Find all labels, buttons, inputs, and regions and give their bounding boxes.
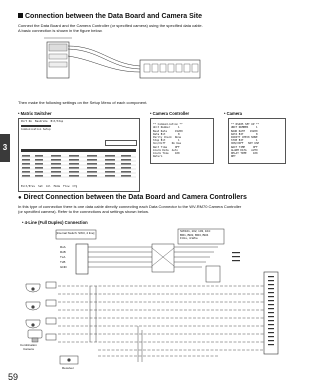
terminal-label: TxA [60, 255, 66, 259]
terminal-label: RxB [60, 250, 66, 254]
box-camera-icons [46, 282, 56, 340]
rate-settings-line: SW101, 102, 103, 104: [180, 229, 211, 233]
receiver-label: Receiver [62, 366, 74, 370]
rate-settings-line: FULL, 4-Wire [180, 236, 198, 241]
section1-title: Connection between the Data Board and Camera Site [18, 13, 202, 20]
camera-controller-title: • Camera Controller [150, 111, 190, 116]
section1-body-line: Connect the Data Board and the Camera Controller (or specified camera) using the specified data cable. [18, 23, 203, 28]
terminal-label: TxB [60, 260, 66, 264]
matrix-table-grid [21, 154, 136, 180]
right-terminal-unit [206, 266, 220, 282]
receiver-icon [60, 356, 78, 364]
full-duplex-diagram [18, 226, 284, 370]
section2-subhead: • 4-Line (Full Duplex) Connection [22, 220, 88, 225]
section2-title: ● Direct Connection between the Data Board and Camera Controllers [18, 194, 247, 201]
wiring-diagram [18, 226, 284, 366]
terminal-label: RxA [60, 245, 66, 249]
terminal-labels [60, 245, 67, 270]
camera-controller-screen [150, 118, 214, 164]
page-number: 59 [8, 372, 19, 382]
rate-settings-line: BR1, BR2, BR3, BR4 [180, 232, 209, 237]
section1-after-text: Then make the following settings on the Setup Menu of each component. [18, 100, 148, 105]
section1-body [18, 23, 203, 33]
square-bullet-icon [18, 13, 23, 18]
rate-settings-label [180, 230, 211, 241]
camera-title: • Camera [224, 111, 243, 116]
terminal-label: GND [60, 265, 67, 269]
camera-screen [228, 118, 286, 164]
chapter-tab: 3 [0, 134, 10, 162]
data-board-camera-figure [40, 34, 220, 92]
data-board-unit [76, 244, 88, 274]
matrix-switcher-title: • Matrix Switcher [18, 111, 52, 116]
matrix-header: Port No Baudrate Bit/Stop [21, 120, 64, 123]
section1-body-line: A basic connection is shown in the figure below. [18, 28, 103, 34]
section2-body [18, 204, 241, 214]
section2-body-line: In this type of connection there is one data cable directly connecting each Data Connector to the WV-RM70 Camera Controller [18, 204, 242, 209]
matrix-menu-row: Communication Setup [21, 128, 51, 131]
matrix-switcher-screen [18, 118, 140, 192]
circle-bullet-icon: ● [18, 195, 22, 201]
combination-camera-icon [28, 330, 42, 342]
internal-switch-label: [Internal Switch: SW3, 4 line] [56, 231, 95, 235]
matrix-footer: Exit/Prev Set All Mode Flow Cfg [21, 185, 78, 188]
controller-settings-text: ** Communication ** Unit Number 1 Baud Rate 19200 Data Bit 8 Parity Check None Stop Bit 1 Xon/Xoff No Use Wait Time OFF Alarm Data Auto Alarm Time 100 Return [153, 123, 183, 159]
section2-body-line: (or specified camera). Refer to the connections and settings shown below. [18, 209, 149, 215]
combination-camera-label: Combination Camera [20, 343, 37, 351]
camera-settings-text: ** RS485 SET UP ** UNIT NUMBER 1 BAUD RATE 19200 DATA BIT 8 PARITY CHECK NONE STOP BIT 1 XON/XOFF NOT USE WAIT TIME OFF ALARM DATA AUTO DELAY TIME 100 RET [231, 123, 260, 159]
